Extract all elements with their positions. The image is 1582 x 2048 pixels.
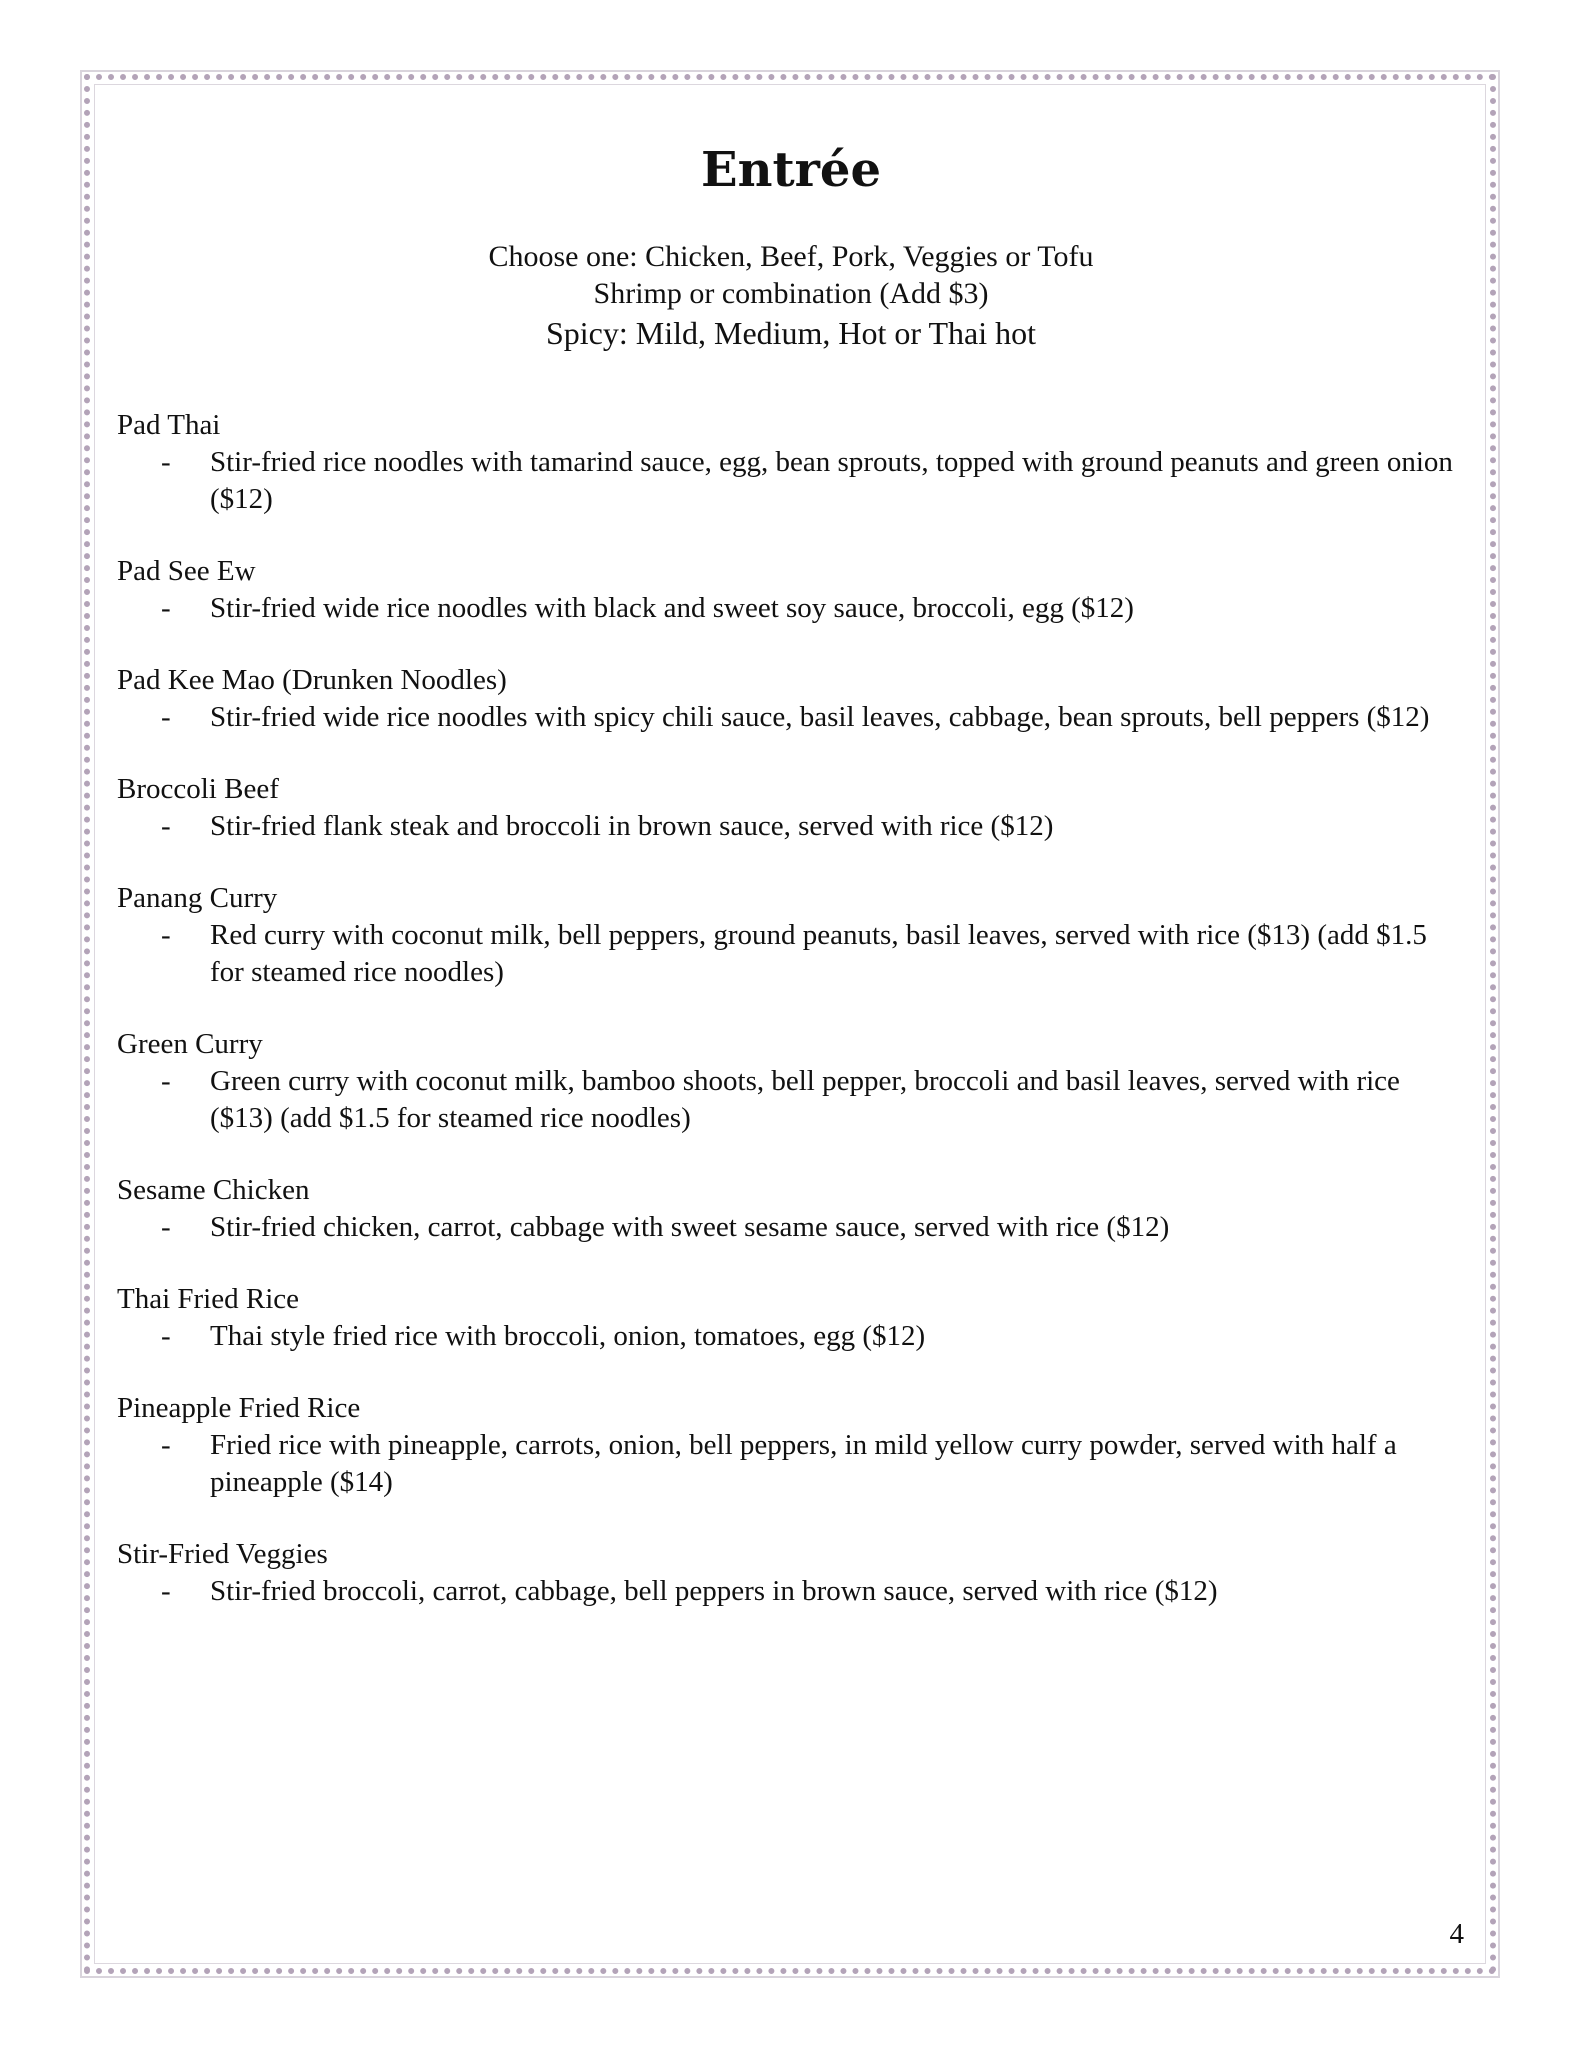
menu-item: [117, 1281, 1477, 1355]
entree-list: [117, 407, 1477, 1645]
menu-item-description-text: Stir-fried chicken, carrot, cabbage with sweet sesame sauce, served with rice ($12): [210, 1211, 1170, 1243]
page-number: 4: [1449, 1918, 1464, 1950]
menu-item: [117, 407, 1477, 518]
shrimp-option-text: Shrimp or combination (Add $3): [593, 277, 989, 310]
menu-item-description-text: Stir-fried rice noodles with tamarind sauce, egg, bean sprouts, topped with ground peanuts and green onion ($12): [210, 446, 1453, 515]
menu-item-description: [117, 1318, 1477, 1355]
menu-item-name: Pad See Ew: [117, 555, 256, 587]
bullet-dash: -: [161, 1065, 171, 1097]
menu-item-description-text: Thai style fried rice with broccoli, onion, tomatoes, egg ($12): [210, 1320, 926, 1352]
bullet-dash: -: [161, 1429, 171, 1461]
menu-item-description: [117, 699, 1477, 736]
menu-item-description: [117, 1573, 1477, 1610]
menu-item-description: [117, 1063, 1477, 1137]
menu-item-description: [117, 590, 1477, 627]
menu-item: [117, 1390, 1477, 1501]
menu-item-description-text: Stir-fried wide rice noodles with spicy chili sauce, basil leaves, cabbage, bean sprouts, bell peppers ($12): [210, 701, 1430, 733]
bullet-dash: -: [161, 810, 171, 842]
bullet-dash: -: [161, 446, 171, 478]
menu-item-name: Thai Fried Rice: [117, 1283, 300, 1315]
menu-item-description-text: Red curry with coconut milk, bell peppers, ground peanuts, basil leaves, served with rice ($13) (add $1.5 for steamed rice noodles): [210, 919, 1427, 988]
menu-item: [117, 662, 1477, 736]
menu-item-name: Broccoli Beef: [117, 773, 279, 805]
menu-item: [117, 1026, 1477, 1137]
bullet-dash: -: [161, 1575, 171, 1607]
menu-item: [117, 880, 1477, 991]
menu-item-name: Panang Curry: [117, 882, 278, 914]
menu-item: [117, 553, 1477, 627]
menu-item-name: Pad Kee Mao (Drunken Noodles): [117, 664, 507, 696]
protein-choice-text: Choose one: Chicken, Beef, Pork, Veggies or Tofu: [488, 240, 1094, 273]
menu-item-name: Sesame Chicken: [117, 1174, 310, 1206]
menu-item-description-text: Stir-fried wide rice noodles with black and sweet soy sauce, broccoli, egg ($12): [210, 592, 1134, 624]
spice-level-text: Spicy: Mild, Medium, Hot or Thai hot: [545, 315, 1037, 351]
menu-item-description: [117, 444, 1477, 518]
bullet-dash: -: [161, 592, 171, 624]
menu-item-description-text: Fried rice with pineapple, carrots, onion, bell peppers, in mild yellow curry powder, served with half a pineapple ($14): [210, 1429, 1397, 1498]
menu-item-description: [117, 808, 1477, 845]
menu-item-description: [117, 1427, 1477, 1501]
bullet-dash: -: [161, 919, 171, 951]
menu-intro: [0, 238, 1582, 354]
menu-item-name: Pad Thai: [117, 409, 221, 441]
menu-item: [117, 1172, 1477, 1246]
menu-item-name: Stir-Fried Veggies: [117, 1538, 328, 1570]
page-title: Entrée: [700, 142, 882, 198]
menu-item-name: Pineapple Fried Rice: [117, 1392, 361, 1424]
menu-item-description: [117, 917, 1477, 991]
menu-item-description: [117, 1209, 1477, 1246]
bullet-dash: -: [161, 1211, 171, 1243]
bullet-dash: -: [161, 1320, 171, 1352]
menu-item: [117, 1536, 1477, 1610]
menu-item: [117, 771, 1477, 845]
menu-item-description-text: Green curry with coconut milk, bamboo shoots, bell pepper, broccoli and basil leaves, served with rice ($13) (add $1.5 for steamed rice noodles): [210, 1065, 1400, 1134]
menu-item-description-text: Stir-fried flank steak and broccoli in brown sauce, served with rice ($12): [210, 810, 1054, 842]
menu-item-description-text: Stir-fried broccoli, carrot, cabbage, bell peppers in brown sauce, served with rice ($12): [210, 1575, 1218, 1607]
bullet-dash: -: [161, 701, 171, 733]
menu-item-name: Green Curry: [117, 1028, 263, 1060]
